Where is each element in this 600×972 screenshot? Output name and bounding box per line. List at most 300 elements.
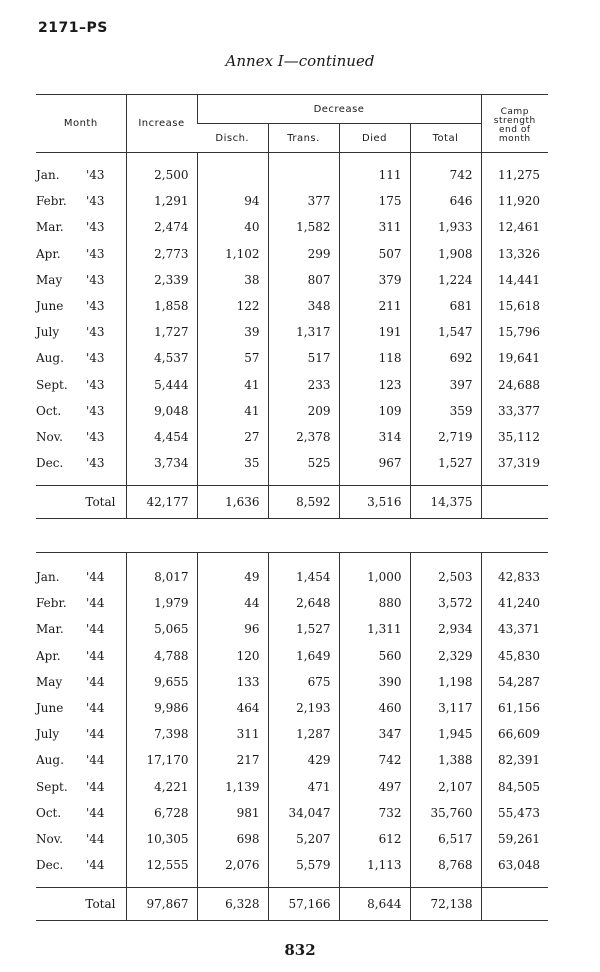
table-row: [36, 450, 548, 476]
month-cell: [36, 774, 126, 800]
table-row: [36, 372, 548, 398]
increase-cell: 9,655: [126, 669, 197, 695]
month-name: Aug.: [36, 753, 64, 768]
camp-cell: 24,688: [481, 372, 548, 398]
disch-cell: 311: [197, 721, 268, 747]
total-total-cell: 14,375: [410, 486, 481, 519]
month-cell: [36, 669, 126, 695]
spacer-cell: [268, 553, 339, 565]
month-name: July: [36, 325, 60, 340]
month-name: May: [36, 272, 63, 287]
died-cell: 118: [339, 345, 410, 371]
month-cell: [36, 643, 126, 669]
total-cell: 1,527: [410, 450, 481, 476]
trans-cell: 1,582: [268, 214, 339, 240]
increase-cell: 5,444: [126, 372, 197, 398]
month-cell: [36, 398, 126, 424]
camp-cell: 35,112: [481, 424, 548, 450]
month-year: '44: [86, 779, 105, 794]
disch-cell: 94: [197, 188, 268, 214]
spacer-cell: [481, 476, 548, 486]
month-name: Aug.: [36, 351, 64, 366]
month-name: Oct.: [36, 805, 62, 820]
trans-cell: 1,649: [268, 643, 339, 669]
total-cell: 2,719: [410, 424, 481, 450]
month-cell: [36, 826, 126, 852]
trans-cell: 471: [268, 774, 339, 800]
month-name: Febr.: [36, 596, 67, 611]
month-year: '43: [86, 377, 105, 392]
table-row: [36, 800, 548, 826]
died-cell: 742: [339, 747, 410, 773]
disch-cell: 27: [197, 424, 268, 450]
month-cell: [36, 293, 126, 319]
increase-cell: 2,773: [126, 241, 197, 267]
total-cell: 2,503: [410, 564, 481, 590]
total-cell: 742: [410, 162, 481, 188]
page-number: 832: [284, 941, 316, 959]
total-label: Total: [36, 486, 126, 519]
increase-cell: 3,734: [126, 450, 197, 476]
month-cell: [36, 241, 126, 267]
increase-header: Increase: [126, 95, 197, 153]
camp-cell: 11,920: [481, 188, 548, 214]
month-year: '43: [86, 168, 105, 183]
disch-cell: 49: [197, 564, 268, 590]
month-name: June: [36, 299, 64, 314]
month-name: Mar.: [36, 220, 64, 235]
died-cell: 111: [339, 162, 410, 188]
total-cell: 359: [410, 398, 481, 424]
document-id: 2171–PS: [38, 20, 108, 36]
month-cell: [36, 424, 126, 450]
table-row: [36, 721, 548, 747]
month-name: Mar.: [36, 622, 64, 637]
total-cell: 2,329: [410, 643, 481, 669]
increase-cell: 12,555: [126, 852, 197, 878]
increase-cell: 1,979: [126, 590, 197, 616]
spacer-cell: [410, 476, 481, 486]
total-camp-cell: [481, 888, 548, 921]
spacer-cell: [410, 153, 481, 163]
spacer-cell: [339, 476, 410, 486]
month-name: Oct.: [36, 403, 62, 418]
trans-header: Trans.: [268, 124, 339, 153]
camp-cell: 42,833: [481, 564, 548, 590]
month-name: Apr.: [36, 648, 61, 663]
total-cell: 3,572: [410, 590, 481, 616]
month-cell: [36, 800, 126, 826]
table-row: [36, 669, 548, 695]
increase-cell: 4,537: [126, 345, 197, 371]
died-cell: 1,113: [339, 852, 410, 878]
spacer-cell: [481, 878, 548, 888]
month-name: Dec.: [36, 456, 64, 471]
month-cell: [36, 564, 126, 590]
table-row: [36, 241, 548, 267]
spacer-cell: [410, 878, 481, 888]
month-year: '44: [86, 727, 105, 742]
died-cell: 497: [339, 774, 410, 800]
total-increase-cell: 97,867: [126, 888, 197, 921]
total-cell: 692: [410, 345, 481, 371]
died-cell: 123: [339, 372, 410, 398]
disch-header: Disch.: [197, 124, 268, 153]
increase-cell: 5,065: [126, 616, 197, 642]
month-cell: [36, 345, 126, 371]
table-row: [36, 590, 548, 616]
total-cell: 1,388: [410, 747, 481, 773]
camp-cell: 66,609: [481, 721, 548, 747]
camp-cell: 11,275: [481, 162, 548, 188]
month-name: Sept.: [36, 779, 68, 794]
total-died-cell: 3,516: [339, 486, 410, 519]
increase-cell: 2,474: [126, 214, 197, 240]
table-row: [36, 162, 548, 188]
table-row: [36, 564, 548, 590]
month-cell: [36, 747, 126, 773]
increase-cell: 10,305: [126, 826, 197, 852]
table-row: [36, 319, 548, 345]
spacer-cell: [197, 476, 268, 486]
spacer-cell: [126, 878, 197, 888]
increase-cell: 17,170: [126, 747, 197, 773]
died-cell: 191: [339, 319, 410, 345]
camp-strength-line: end of: [499, 124, 531, 135]
month-name: Nov.: [36, 429, 63, 444]
died-cell: 390: [339, 669, 410, 695]
disch-cell: 698: [197, 826, 268, 852]
total-cell: 1,547: [410, 319, 481, 345]
total-died-cell: 8,644: [339, 888, 410, 921]
died-cell: 379: [339, 267, 410, 293]
total-cell: 646: [410, 188, 481, 214]
spacer-row: [36, 153, 548, 163]
disch-cell: 1,102: [197, 241, 268, 267]
camp-cell: 14,441: [481, 267, 548, 293]
month-year: '44: [86, 570, 105, 585]
camp-cell: 61,156: [481, 695, 548, 721]
camp-cell: 45,830: [481, 643, 548, 669]
spacer-cell: [197, 878, 268, 888]
month-cell: [36, 590, 126, 616]
camp-cell: 15,618: [481, 293, 548, 319]
trans-cell: 525: [268, 450, 339, 476]
spacer-cell: [36, 553, 126, 565]
month-name: Sept.: [36, 377, 68, 392]
disch-cell: 44: [197, 590, 268, 616]
spacer-cell: [36, 476, 126, 486]
increase-cell: 1,858: [126, 293, 197, 319]
total-cell: 1,908: [410, 241, 481, 267]
trans-cell: [268, 162, 339, 188]
disch-cell: [197, 162, 268, 188]
disch-cell: 38: [197, 267, 268, 293]
disch-cell: 35: [197, 450, 268, 476]
died-cell: 1,311: [339, 616, 410, 642]
trans-cell: 1,527: [268, 616, 339, 642]
trans-cell: 5,207: [268, 826, 339, 852]
total-label: Total: [36, 888, 126, 921]
disch-cell: 2,076: [197, 852, 268, 878]
spacer-cell: [481, 553, 548, 565]
spacer-cell: [36, 878, 126, 888]
total-cell: 1,933: [410, 214, 481, 240]
spacer-row: [36, 476, 548, 486]
table-row: [36, 398, 548, 424]
died-cell: 967: [339, 450, 410, 476]
total-camp-cell: [481, 486, 548, 519]
month-name: Febr.: [36, 194, 67, 209]
decrease-header: Decrease: [197, 95, 481, 124]
increase-cell: 2,500: [126, 162, 197, 188]
increase-cell: 1,291: [126, 188, 197, 214]
trans-cell: 233: [268, 372, 339, 398]
died-cell: 1,000: [339, 564, 410, 590]
died-cell: 560: [339, 643, 410, 669]
trans-cell: 2,378: [268, 424, 339, 450]
month-year: '43: [86, 194, 105, 209]
increase-cell: 9,048: [126, 398, 197, 424]
spacer-row: [36, 553, 548, 565]
month-year: '43: [86, 429, 105, 444]
table-row: [36, 345, 548, 371]
spacer-row: [36, 878, 548, 888]
table-row: [36, 293, 548, 319]
died-cell: 732: [339, 800, 410, 826]
spacer-cell: [481, 153, 548, 163]
spacer-cell: [126, 553, 197, 565]
total-trans-cell: 57,166: [268, 888, 339, 921]
disch-cell: 217: [197, 747, 268, 773]
total-cell: 1,224: [410, 267, 481, 293]
month-year: '44: [86, 805, 105, 820]
table-row: [36, 852, 548, 878]
table-row: [36, 214, 548, 240]
disch-cell: 41: [197, 398, 268, 424]
died-cell: 347: [339, 721, 410, 747]
spacer-cell: [36, 153, 126, 163]
camp-cell: 84,505: [481, 774, 548, 800]
trans-cell: 1,287: [268, 721, 339, 747]
total-cell: 35,760: [410, 800, 481, 826]
camp-strength-header: [481, 95, 548, 153]
died-cell: 507: [339, 241, 410, 267]
total-cell: 6,517: [410, 826, 481, 852]
disch-cell: 57: [197, 345, 268, 371]
camp-strength-line: Camp: [500, 106, 529, 117]
disch-cell: 41: [197, 372, 268, 398]
month-year: '44: [86, 596, 105, 611]
total-trans-cell: 8,592: [268, 486, 339, 519]
month-cell: [36, 267, 126, 293]
trans-cell: 299: [268, 241, 339, 267]
trans-cell: 429: [268, 747, 339, 773]
month-header: Month: [36, 95, 126, 153]
trans-cell: 2,648: [268, 590, 339, 616]
spacer-cell: [268, 476, 339, 486]
died-cell: 314: [339, 424, 410, 450]
trans-cell: 1,454: [268, 564, 339, 590]
month-year: '43: [86, 403, 105, 418]
table-1943: [36, 94, 548, 519]
disch-cell: 133: [197, 669, 268, 695]
died-cell: 109: [339, 398, 410, 424]
camp-cell: 59,261: [481, 826, 548, 852]
month-cell: [36, 616, 126, 642]
total-cell: 1,945: [410, 721, 481, 747]
spacer-cell: [339, 553, 410, 565]
camp-cell: 55,473: [481, 800, 548, 826]
table-1943-body: [36, 153, 548, 519]
increase-cell: 9,986: [126, 695, 197, 721]
increase-cell: 8,017: [126, 564, 197, 590]
increase-cell: 7,398: [126, 721, 197, 747]
camp-cell: 37,319: [481, 450, 548, 476]
total-header: Total: [410, 124, 481, 153]
month-year: '44: [86, 753, 105, 768]
spacer-cell: [126, 476, 197, 486]
table-row: [36, 616, 548, 642]
total-cell: 3,117: [410, 695, 481, 721]
month-cell: [36, 319, 126, 345]
died-cell: 460: [339, 695, 410, 721]
total-cell: 8,768: [410, 852, 481, 878]
month-name: June: [36, 701, 64, 716]
table-row: [36, 267, 548, 293]
month-cell: [36, 852, 126, 878]
month-year: '44: [86, 831, 105, 846]
trans-cell: 517: [268, 345, 339, 371]
increase-cell: 1,727: [126, 319, 197, 345]
month-year: '43: [86, 456, 105, 471]
month-year: '44: [86, 858, 105, 873]
trans-cell: 807: [268, 267, 339, 293]
camp-cell: 63,048: [481, 852, 548, 878]
total-row: [36, 888, 548, 921]
died-cell: 311: [339, 214, 410, 240]
table-row: [36, 747, 548, 773]
increase-cell: 4,788: [126, 643, 197, 669]
table-row: [36, 774, 548, 800]
total-cell: 397: [410, 372, 481, 398]
month-name: July: [36, 727, 60, 742]
total-row: [36, 486, 548, 519]
camp-cell: 54,287: [481, 669, 548, 695]
disch-cell: 40: [197, 214, 268, 240]
trans-cell: 5,579: [268, 852, 339, 878]
total-total-cell: 72,138: [410, 888, 481, 921]
month-year: '43: [86, 351, 105, 366]
total-increase-cell: 42,177: [126, 486, 197, 519]
trans-cell: 377: [268, 188, 339, 214]
spacer-cell: [126, 153, 197, 163]
table-1944-body: [36, 553, 548, 921]
month-year: '44: [86, 648, 105, 663]
total-cell: 2,107: [410, 774, 481, 800]
camp-strength-line: strength: [493, 115, 536, 126]
spacer-cell: [339, 878, 410, 888]
month-year: '43: [86, 325, 105, 340]
disch-cell: 981: [197, 800, 268, 826]
table-row: [36, 188, 548, 214]
increase-cell: 6,728: [126, 800, 197, 826]
disch-cell: 39: [197, 319, 268, 345]
trans-cell: 1,317: [268, 319, 339, 345]
month-cell: [36, 188, 126, 214]
disch-cell: 1,139: [197, 774, 268, 800]
disch-cell: 120: [197, 643, 268, 669]
month-year: '44: [86, 701, 105, 716]
month-cell: [36, 721, 126, 747]
increase-cell: 2,339: [126, 267, 197, 293]
month-year: '44: [86, 674, 105, 689]
month-cell: [36, 214, 126, 240]
table-row: [36, 695, 548, 721]
spacer-cell: [410, 553, 481, 565]
spacer-cell: [268, 878, 339, 888]
table-row: [36, 643, 548, 669]
month-name: Dec.: [36, 858, 64, 873]
trans-cell: 2,193: [268, 695, 339, 721]
increase-cell: 4,454: [126, 424, 197, 450]
total-cell: 2,934: [410, 616, 481, 642]
increase-cell: 4,221: [126, 774, 197, 800]
died-cell: 175: [339, 188, 410, 214]
month-year: '43: [86, 220, 105, 235]
month-name: Nov.: [36, 831, 63, 846]
spacer-cell: [268, 153, 339, 163]
month-year: '44: [86, 622, 105, 637]
month-year: '43: [86, 272, 105, 287]
disch-cell: 96: [197, 616, 268, 642]
total-disch-cell: 1,636: [197, 486, 268, 519]
died-cell: 612: [339, 826, 410, 852]
disch-cell: 464: [197, 695, 268, 721]
trans-cell: 34,047: [268, 800, 339, 826]
camp-cell: 82,391: [481, 747, 548, 773]
trans-cell: 348: [268, 293, 339, 319]
spacer-cell: [197, 553, 268, 565]
spacer-cell: [197, 153, 268, 163]
month-cell: [36, 372, 126, 398]
total-disch-cell: 6,328: [197, 888, 268, 921]
spacer-cell: [339, 153, 410, 163]
month-cell: [36, 450, 126, 476]
camp-cell: 19,641: [481, 345, 548, 371]
total-cell: 681: [410, 293, 481, 319]
trans-cell: 209: [268, 398, 339, 424]
camp-cell: 12,461: [481, 214, 548, 240]
camp-cell: 15,796: [481, 319, 548, 345]
month-year: '43: [86, 299, 105, 314]
month-cell: [36, 695, 126, 721]
annex-title: Annex I—continued: [225, 52, 375, 70]
camp-cell: 43,371: [481, 616, 548, 642]
table-row: [36, 826, 548, 852]
month-cell: [36, 162, 126, 188]
died-cell: 211: [339, 293, 410, 319]
month-name: May: [36, 674, 63, 689]
trans-cell: 675: [268, 669, 339, 695]
camp-cell: 41,240: [481, 590, 548, 616]
month-name: Apr.: [36, 246, 61, 261]
camp-cell: 13,326: [481, 241, 548, 267]
month-name: Jan.: [36, 570, 60, 585]
month-year: '43: [86, 246, 105, 261]
table-1944: [36, 552, 548, 921]
total-cell: 1,198: [410, 669, 481, 695]
